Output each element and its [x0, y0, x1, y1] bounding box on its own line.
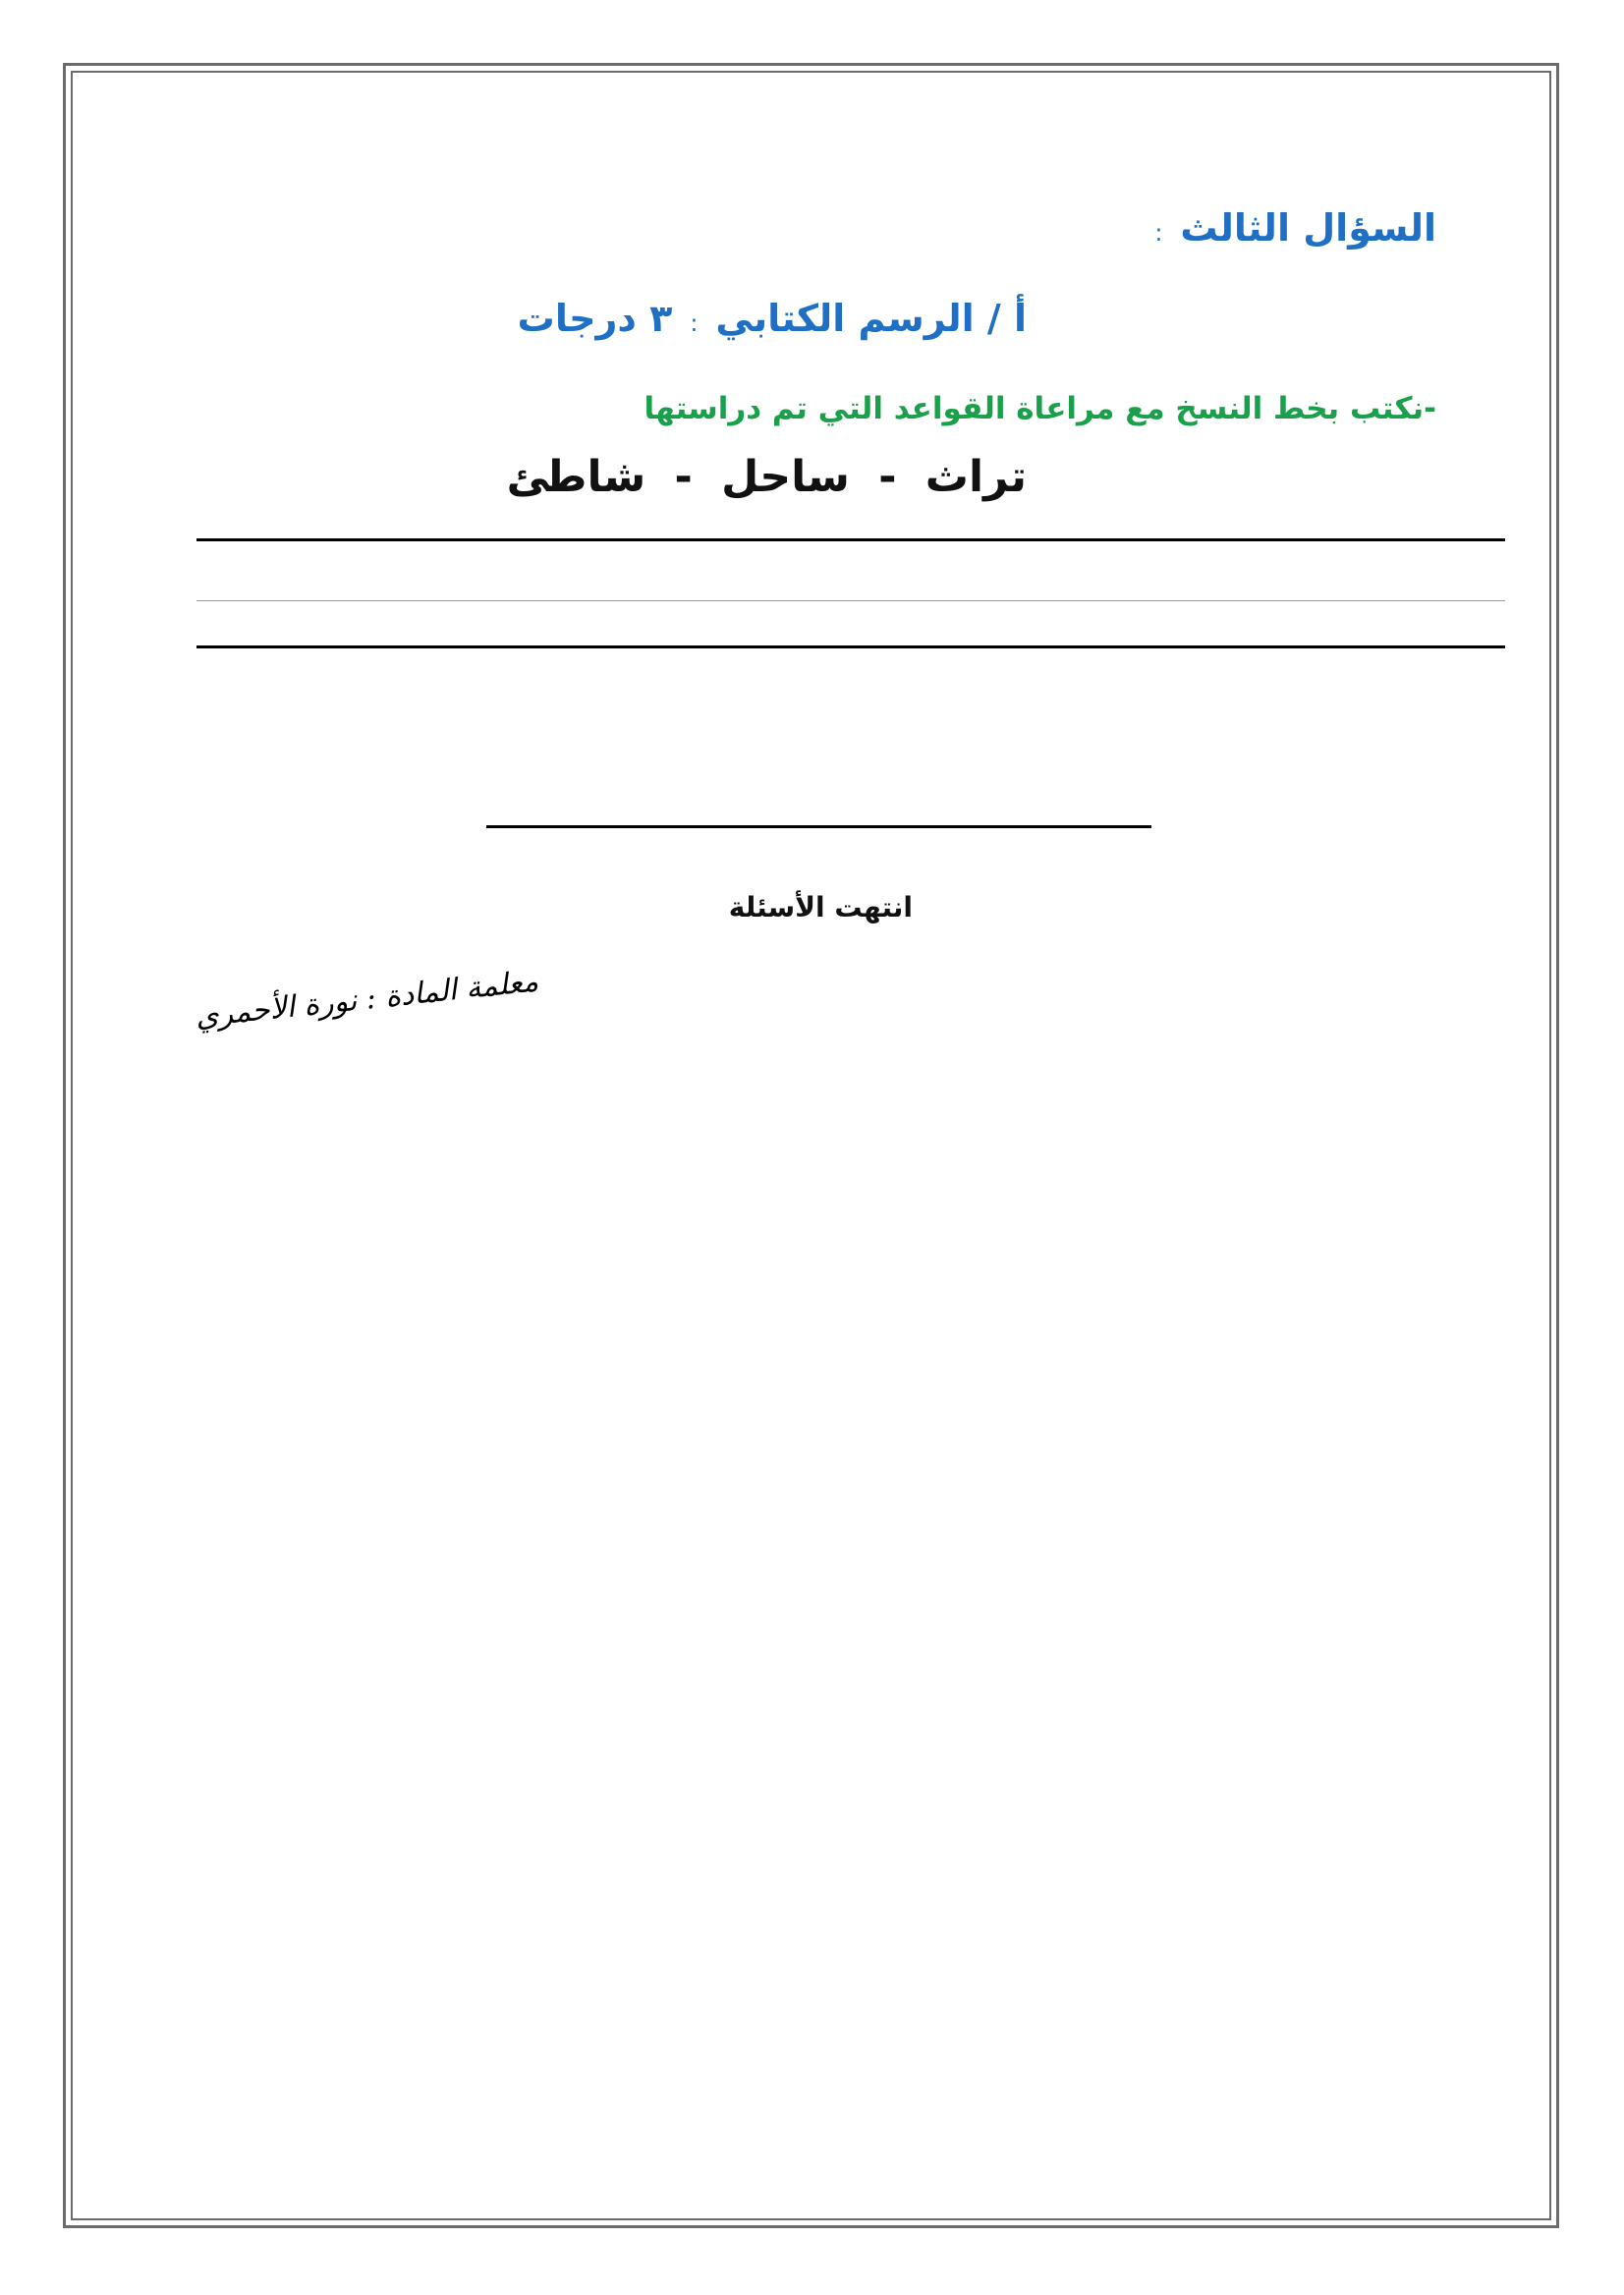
question-title: السؤال الثالث	[1180, 206, 1436, 250]
end-divider	[486, 825, 1151, 828]
practice-words: تراث - ساحل - شاطئ	[506, 452, 1027, 502]
writing-line-middle	[196, 600, 1505, 601]
section-label: أ / الرسم الكتابي	[715, 297, 1027, 340]
section-grade: ٣ درجات	[517, 297, 673, 340]
end-of-questions: انتهت الأسئلة	[728, 891, 913, 924]
section-separator: :	[690, 309, 699, 337]
section-heading	[518, 297, 1027, 340]
teacher-signature: معلمة المادة : نورة الأحمري	[194, 964, 540, 1035]
writing-line-top	[196, 538, 1505, 541]
question-heading	[1154, 206, 1436, 250]
question-colon: :	[1154, 219, 1163, 247]
instruction-text: -نكتب بخط النسخ مع مراعاة القواعد التي تم دراستها	[644, 391, 1436, 426]
writing-line-bottom	[196, 645, 1505, 648]
